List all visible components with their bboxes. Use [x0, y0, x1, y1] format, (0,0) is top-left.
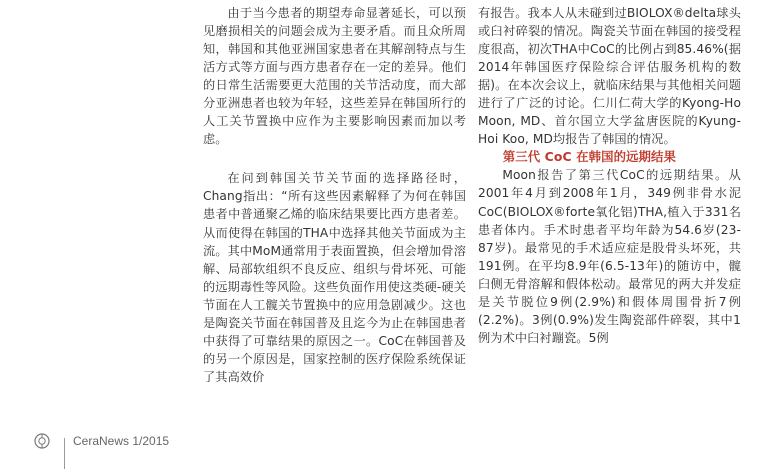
right-column	[478, 4, 741, 347]
publication-label: CeraNews 1/2015	[73, 434, 170, 448]
body-paragraph: Moon报告了第三代CoC的远期结果。从2001年4月到2008年1月，349例非骨水泥CoC(BIOLOX®forte氧化铝)THA,植入于331名患者体内。手术时患者平均年龄为54.6岁(23-87岁)。最常见的手术适应症是股骨头坏死，共191例。在平均8.9年(6.5-13年)的随访中，髋臼侧无骨溶解和假体松动。最常见的两大并发症是关节脱位9例(2.9%)和假体周围骨折7例(2.2%)。3例(0.9%)发生陶瓷部件碎裂，其中1例为术中臼衬蹦瓷。5例	[478, 168, 741, 345]
body-paragraph: 在问到韩国关节关节面的选择路径时，Chang指出：“所有这些因素解释了为何在韩国患者中普通聚乙烯的临床结果要比西方患者差。从而使得在韩国的THA中选择其他关节面成为主流。其中MoM通常用于表面置换，但会增加骨溶解、局部软组织不良反应、组织与骨坏死、可能的远期毒性等风险。这些负面作用使这类硬-硬关节面在人工髋关节置换中的应用急剧减少。这也是陶瓷关节面在韩国普及且迄今为止在韩国患者中获得了可靠结果的原因之一。CoC在韩国普及的另一个原因是，国家控制的医疗保险系统保证了其高效价	[203, 171, 466, 384]
ceramtec-logo-icon	[34, 433, 50, 449]
body-paragraph: 有报告。我本人从未碰到过BIOLOX®delta球头或臼衬碎裂的情况。陶瓷关节面在韩国的接受程度很高，初次THA中CoC的比例占到85.46%(据2014年韩国医疗保险综合评估服务机构的数据)。在本次会议上，就临床结果与其他相关问题进行了广泛的讨论。仁川仁荷大学的Kyong-Ho Moon, MD、首尔国立大学盆唐医院的Kyung-Hoi Koo, MD均报告了韩国的情况。	[478, 6, 741, 147]
footer-divider	[64, 438, 65, 469]
section-heading: 第三代 CoC 在韩国的远期结果	[502, 149, 677, 165]
body-paragraph: 由于当今患者的期望寿命显著延长，可以预见磨损相关的问题会成为主要矛盾。而且众所周知，韩国和其他亚洲国家患者在其解剖特点与生活方式等方面与西方患者存在一定的差异。他们的日常生活需要更大范围的关节活动度，而大部分亚洲患者也较为年轻，这些差异在韩国所行的人工关节置换中应作为主要影响因素而加以考虑。	[203, 6, 466, 147]
left-column	[203, 4, 466, 386]
